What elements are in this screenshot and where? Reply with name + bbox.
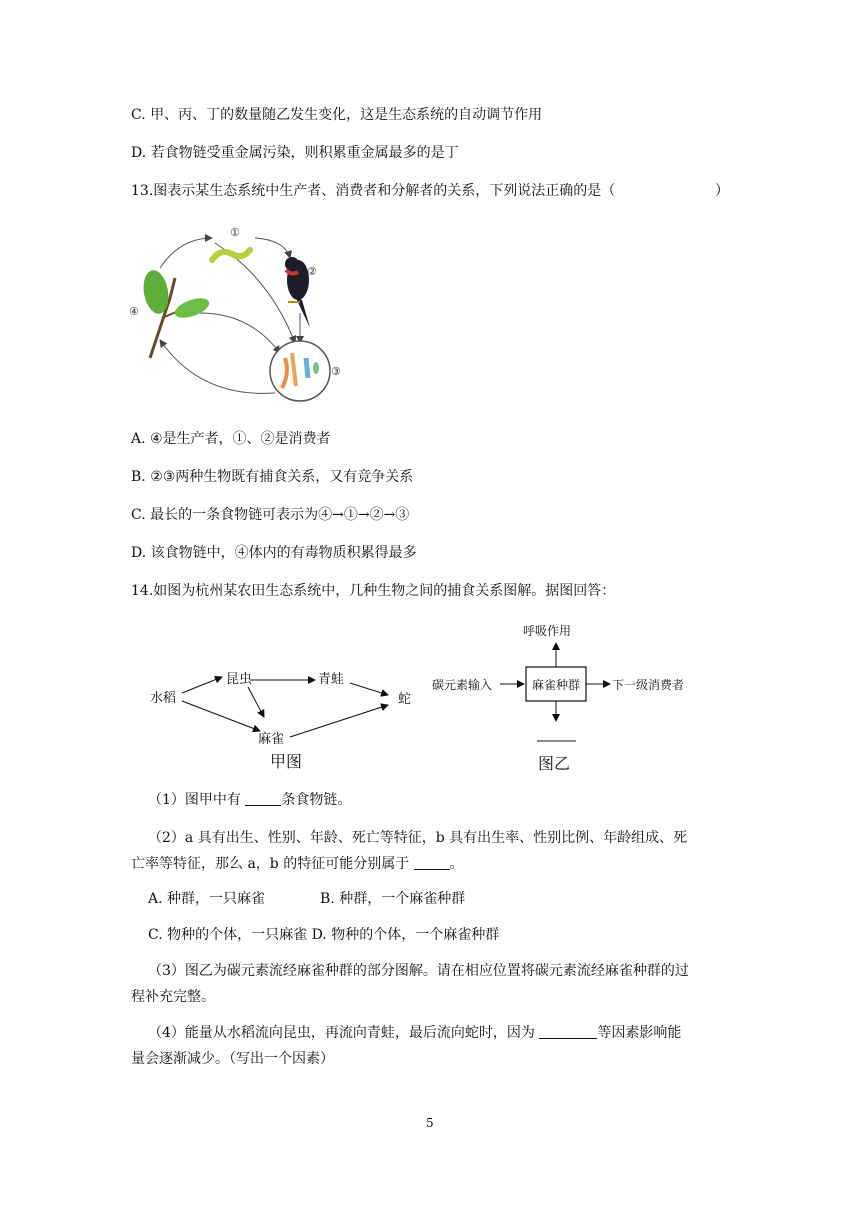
q13-option-d: D. 该食物链中，④体内的有毒物质积累得最多: [131, 545, 417, 561]
q14-carbon-flow-diagram: [430, 615, 700, 780]
node-input: 碳元素输入: [432, 678, 493, 692]
arrow-insect-to-decomposer: [215, 243, 295, 343]
arrow-plant-to-insect: [160, 238, 212, 268]
q13-option-b: B. ②③两种生物既有捕食关系，又有竞争关系: [131, 469, 414, 485]
label-2: ②: [307, 265, 317, 278]
node-rice: 水稻: [150, 691, 177, 706]
q14-part4-text-a: （4）能量从水稻流向昆虫，再流向青蛙，最后流向蛇时，因为: [148, 1025, 540, 1041]
q14-part4-line2: 量会逐渐减少。（写出一个因素）: [131, 1051, 334, 1067]
q14-part2-line2: [131, 853, 464, 875]
q14-stem: 14.如图为杭州某农田生态系统中，几种生物之间的捕食关系图解。据图回答：: [131, 583, 616, 599]
label-3: ③: [331, 365, 341, 378]
node-sparrow: 麻雀: [258, 732, 285, 747]
q13-option-a: A. ④是生产者，①、②是消费者: [131, 431, 331, 447]
q14-part1-blank[interactable]: [245, 789, 281, 806]
decomposer-icon: [270, 341, 330, 401]
q14-part1-a: （1）图甲中有: [148, 792, 246, 808]
q13-option-c: C. 最长的一条食物链可表示为④→①→②→③: [131, 507, 410, 523]
q14-choice-a: A. 种群，一只麻雀: [148, 891, 266, 907]
q14-part4-line1: [148, 1022, 681, 1044]
q14-part4-text-b: 等因素影响能: [597, 1025, 682, 1041]
q14-part2-blank[interactable]: [414, 853, 450, 870]
q14-part2-line1: （2）a 具有出生、性别、年龄、死亡等特征，b 具有出生率、性别比例、年龄组成、死: [148, 830, 688, 846]
node-snake: 蛇: [398, 692, 412, 707]
q12-option-d: D. 若食物链受重金属污染，则积累重金属最多的是丁: [131, 145, 459, 161]
q14-part1: [148, 789, 351, 811]
q13-stem-close: ）: [715, 183, 729, 199]
caption-jia: 甲图: [270, 752, 303, 771]
caption-yi: 图乙: [538, 754, 571, 773]
arrow-plant-to-decomposer: [200, 313, 280, 353]
q14-choice-cd: C. 物种的个体，一只麻雀 D. 物种的个体，一个麻雀种群: [148, 927, 500, 943]
q14-part3-line2: 程补充完整。: [131, 989, 215, 1005]
q14-part3-line1: （3）图乙为碳元素流经麻雀种群的部分图解。请在相应位置将碳元素流经麻雀种群的过: [148, 963, 689, 979]
q14-part2-line2-text: 亡率等特征，那么 a，b 的特征可能分别属于: [131, 856, 414, 872]
page-number: 5: [426, 1116, 434, 1130]
caterpillar-icon: [212, 250, 250, 260]
label-4: ④: [129, 305, 139, 318]
q13-stem: [131, 180, 615, 202]
arrow-insect-to-bird: [255, 238, 290, 258]
node-population: 麻雀种群: [532, 678, 581, 692]
q14-choice-b: B. 种群，一个麻雀种群: [320, 891, 466, 907]
arrow-decomposer-to-plant: [160, 340, 275, 393]
label-1: ①: [230, 226, 240, 239]
q14-part4-blank[interactable]: [539, 1022, 597, 1039]
q14-part1-b: 条食物链。: [281, 792, 352, 808]
q13-stem-text: 13.图表示某生态系统中生产者、消费者和分解者的关系，下列说法正确的是（: [131, 183, 616, 199]
q13-ecosystem-figure: [120, 218, 360, 408]
node-respiration: 呼吸作用: [523, 624, 572, 638]
q14-part2-line2-end: 。: [449, 856, 464, 872]
q14-food-web-diagram: [140, 655, 430, 775]
q12-option-c: C. 甲、丙、丁的数量随乙发生变化，这是生态系统的自动调节作用: [131, 107, 543, 123]
node-next-consumer: 下一级消费者: [612, 678, 685, 692]
node-frog: 青蛙: [318, 672, 345, 687]
node-insect: 昆虫: [226, 672, 253, 687]
